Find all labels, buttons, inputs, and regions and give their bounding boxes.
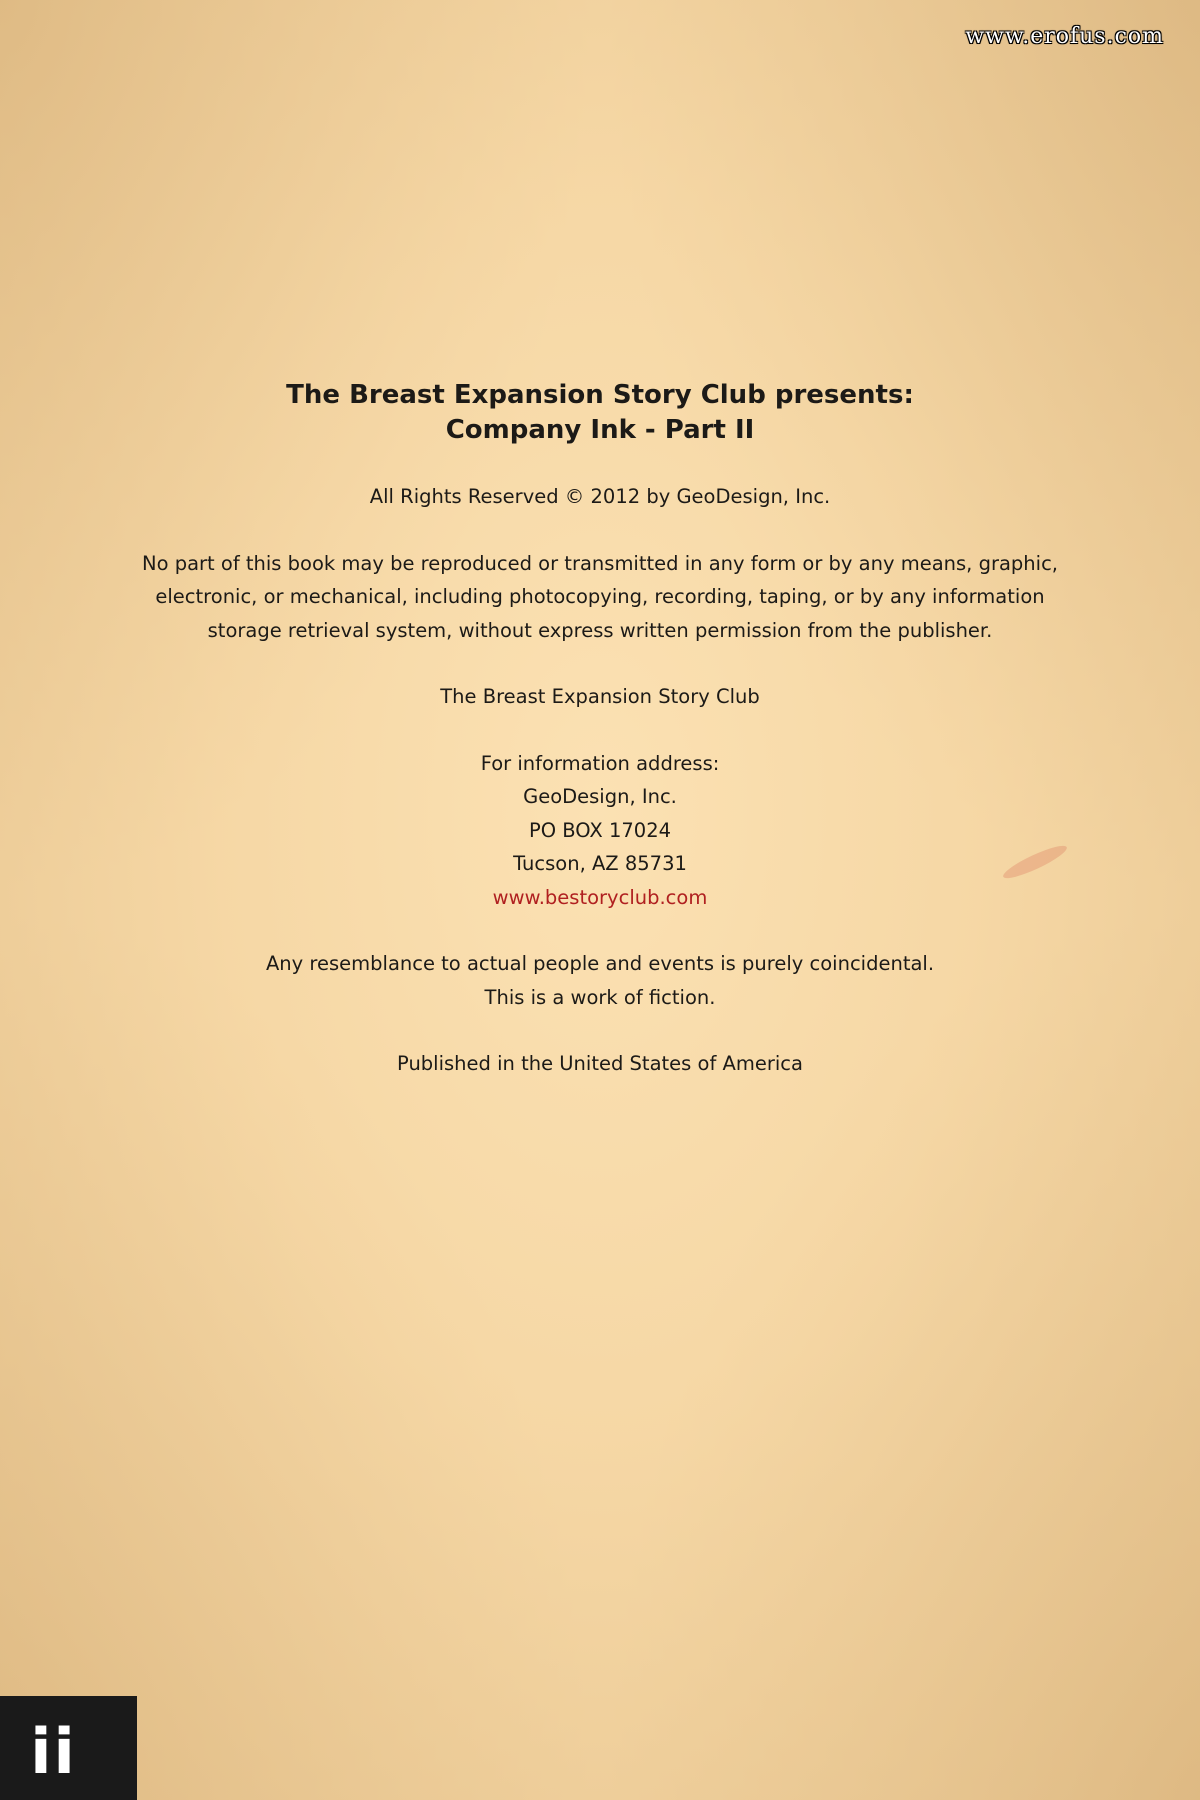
copyright-page-content bbox=[0, 378, 1200, 1081]
published-statement: Published in the United States of America bbox=[397, 1052, 803, 1075]
disclaimer-block bbox=[0, 947, 1200, 1014]
legal-line-3: storage retrieval system, without express written permission from the publisher. bbox=[207, 618, 993, 642]
page-number-tab bbox=[0, 1696, 137, 1800]
title-line-2: Company Ink - Part II bbox=[445, 415, 755, 445]
watermark-text: www.erofus.com bbox=[965, 24, 1164, 49]
address-heading: For information address: bbox=[480, 751, 720, 775]
legal-line-1: No part of this book may be reproduced or transmitted in any form or by any means, graphic, bbox=[141, 551, 1058, 575]
page-number: ii bbox=[30, 1714, 77, 1788]
legal-paragraph bbox=[0, 547, 1200, 648]
address-block bbox=[0, 747, 1200, 915]
address-po-box: PO BOX 17024 bbox=[528, 818, 672, 842]
title-line-1: The Breast Expansion Story Club presents: bbox=[286, 380, 914, 410]
address-city: Tucson, AZ 85731 bbox=[513, 852, 687, 875]
disclaimer-line-2: This is a work of fiction. bbox=[484, 985, 716, 1009]
website-link[interactable]: www.bestoryclub.com bbox=[492, 885, 708, 909]
publisher-name: The Breast Expansion Story Club bbox=[440, 685, 760, 708]
rights-statement: All Rights Reserved © 2012 by GeoDesign, Inc. bbox=[369, 485, 831, 508]
legal-line-2: electronic, or mechanical, including photocopying, recording, taping, or by any information bbox=[155, 585, 1045, 608]
page-title bbox=[0, 378, 1200, 448]
disclaimer-line-1: Any resemblance to actual people and events is purely coincidental. bbox=[265, 952, 935, 975]
address-company: GeoDesign, Inc. bbox=[523, 785, 677, 808]
